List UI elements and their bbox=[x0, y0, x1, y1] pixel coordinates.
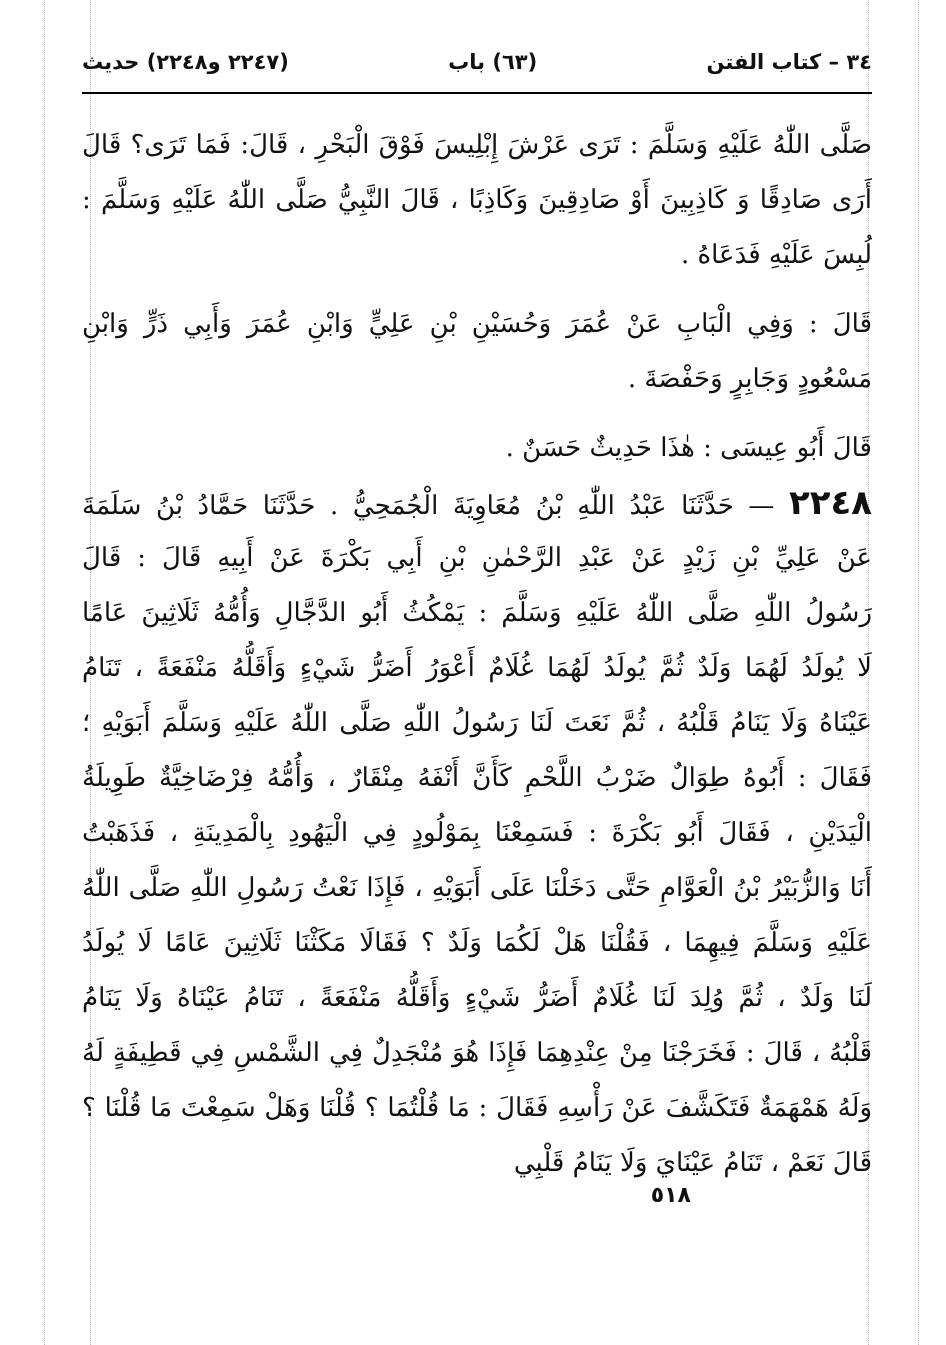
text-line: قَالَ أَبُو عِيسَى : هٰذَا حَدِيثٌ حَسَنٌ . bbox=[505, 433, 872, 463]
text-line: الْيَدَيْنِ ، فَقَالَ أَبُو بَكْرَةَ : فَسَمِعْنَا بِمَوْلُودٍ فِي الْيَهُودِ بِالْمَدِينَةِ ، فَذَهَبْتُ bbox=[82, 818, 872, 848]
text-line: رَسُولُ اللّٰهِ صَلَّى اللّٰهُ عَلَيْهِ وَسَلَّمَ : يَمْكُثُ أَبُو الدَّجَّالِ وَأُمُّهُ ثَلَاثِينَ عَامًا bbox=[82, 598, 872, 628]
text-line: عَيْنَاهُ وَلَا يَنَامُ قَلْبُهُ ، ثُمَّ نَعَتَ لَنَا رَسُولُ اللّٰهِ صَلَّى اللّٰهُ عَلَيْهِ وَسَلَّمَ أَبَوَيْهِ ؛ bbox=[82, 708, 872, 738]
hadith-number: ٢٢٤٨ bbox=[789, 483, 872, 523]
main-text bbox=[82, 118, 872, 1191]
paragraph bbox=[82, 118, 872, 283]
paragraph-gap bbox=[82, 283, 872, 297]
text-line: أَرَى صَادِقًا وَ كَاذِبِينَ أَوْ صَادِقِينَ وَكَاذِبًا ، قَالَ النَّبِيُّ صَلَّى اللّٰهُ عَلَيْهِ وَسَلَّمَ : bbox=[82, 185, 872, 215]
paragraph bbox=[82, 297, 872, 407]
running-header bbox=[82, 40, 872, 84]
text-line: عَنْ عَلِيِّ بْنِ زَيْدٍ عَنْ عَبْدِ الرَّحْمٰنِ بْنِ أَبِي بَكْرَةَ عَنْ أَبِيهِ قَالَ : قَالَ bbox=[82, 543, 872, 573]
scan-dotted-line bbox=[918, 0, 919, 1345]
text-line: وَلَهُ هَمْهَمَةٌ فَتَكَشَّفَ عَنْ رَأْسِهِ فَقَالَ : مَا قُلْتُمَا ؟ قُلْنَا وَهَلْ سَمِعْتَ مَا قُلْنَا ؟ bbox=[82, 1093, 872, 1123]
paragraph bbox=[82, 421, 872, 476]
text-line: قَالَ : وَفِي الْبَابِ عَنْ عُمَرَ وَحُسَيْنِ بْنِ عَلِيٍّ وَابْنِ عُمَرَ وَأَبِي ذَرٍّ وَابْنِ bbox=[82, 309, 872, 339]
header-hadith-range: (٢٢٤٧ و٢٢٤٨) حديث bbox=[82, 50, 289, 74]
text-line: أَنَا وَالزُّبَيْرُ بْنُ الْعَوَّامِ حَتَّى دَخَلْنَا عَلَى أَبَوَيْهِ ، فَإِذَا نَعْتُ رَسُولِ اللّٰهِ صَلَّى اللّٰهُ bbox=[82, 873, 872, 903]
text-line: فَقَالَ : أَبُوهُ طِوَالٌ ضَرْبُ اللَّحْمِ كَأَنَّ أَنْفَهُ مِنْقَارٌ ، وَأُمُّهُ فِرْضَاخِيَّةٌ طَوِيلَةُ bbox=[82, 763, 872, 793]
text-line: مَسْعُودٍ وَجَابِرٍ وَحَفْصَةَ . bbox=[627, 364, 872, 394]
text-line: عَلَيْهِ وَسَلَّمَ فِيهِمَا ، فَقُلْنَا هَلْ لَكُمَا وَلَدٌ ؟ فَقَالَا مَكَثْنَا ثَلَاثِينَ عَامًا لَا يُولَدُ bbox=[82, 928, 872, 958]
header-chapter: ٣٤ – كتاب الفتن bbox=[706, 50, 872, 74]
text-line: لُبِسَ عَلَيْهِ فَدَعَاهُ . bbox=[680, 240, 872, 270]
paragraph-gap bbox=[82, 407, 872, 421]
text-line: لَا يُولَدُ لَهُمَا وَلَدٌ ثُمَّ يُولَدُ لَهُمَا غُلَامٌ أَعْوَرُ أَضَرُّ شَيْءٍ وَأَقَلُّهُ مَنْفَعَةً ، تَنَامُ bbox=[82, 653, 872, 683]
text-line: — حَدَّثَنَا عَبْدُ اللّٰهِ بْنُ مُعَاوِيَةَ الْجُمَحِيُّ . حَدَّثَنَا حَمَّادُ بْنُ سَلَمَةَ bbox=[82, 491, 775, 521]
header-rule bbox=[82, 92, 872, 94]
header-bab: (٦٣) باب bbox=[448, 50, 538, 74]
scan-dotted-line bbox=[44, 0, 45, 1345]
page-number: ٥١٨ bbox=[650, 1183, 691, 1208]
text-line: قَالَ نَعَمْ ، تَنَامُ عَيْنَايَ وَلَا يَنَامُ قَلْبِي bbox=[513, 1148, 872, 1178]
text-line: لَنَا وَلَدٌ ، ثُمَّ وُلِدَ لَنَا غُلَامٌ أَضَرُّ شَيْءٍ وَأَقَلُّهُ مَنْفَعَةً ، تَنَامُ عَيْنَاهُ وَلَا يَنَامُ bbox=[82, 983, 872, 1013]
hadith-first-line bbox=[82, 476, 872, 531]
text-line: قَلْبُهُ ، قَالَ : فَخَرَجْنَا مِنْ عِنْدِهِمَا فَإِذَا هُوَ مُنْجَدِلٌ فِي الشَّمْسِ فِي قَطِيفَةٍ لَهُ bbox=[82, 1038, 872, 1068]
text-line: صَلَّى اللّٰهُ عَلَيْهِ وَسَلَّمَ : تَرَى عَرْشَ إِبْلِيسَ فَوْقَ الْبَحْرِ ، قَالَ: فَمَا تَرَى؟ قَالَ bbox=[82, 130, 872, 160]
paragraph bbox=[82, 476, 872, 1191]
